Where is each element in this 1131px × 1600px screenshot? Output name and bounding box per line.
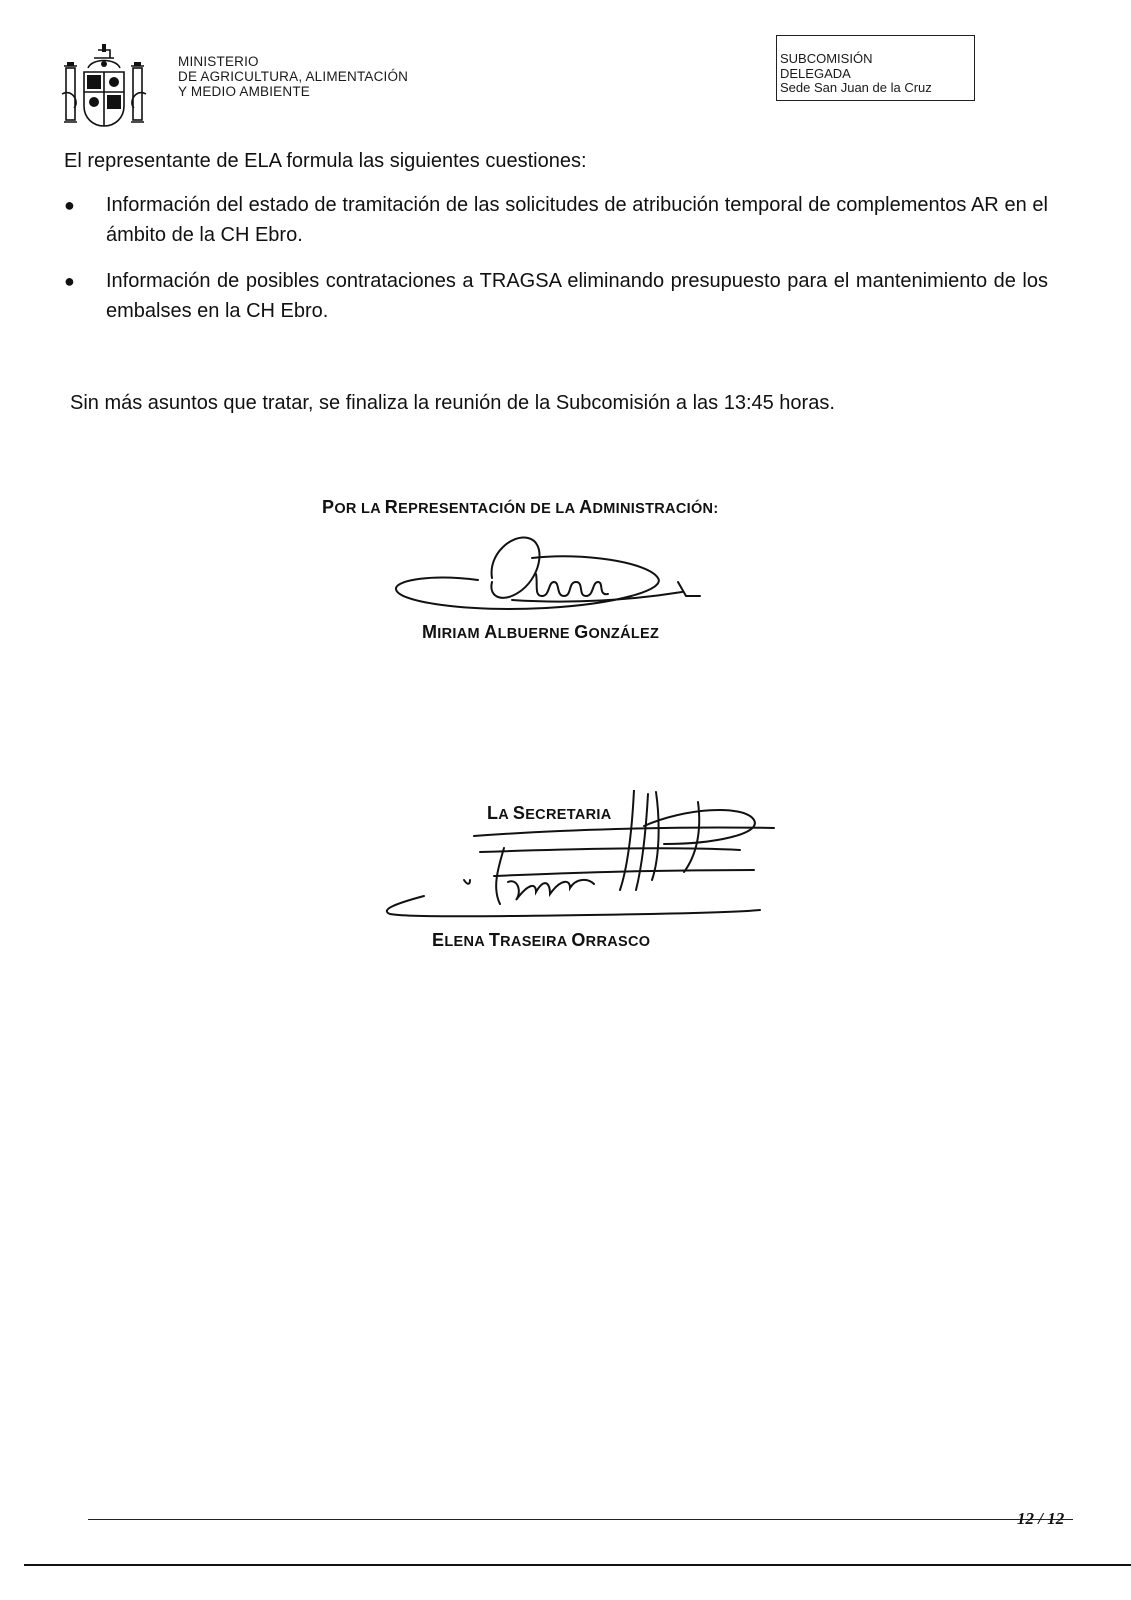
closing-paragraph: Sin más asuntos que tratar, se finaliza la reunión de la Subcomisión a las 13:45 horas. — [70, 392, 835, 414]
subcommission-stamp — [776, 35, 975, 101]
bullet-icon: ● — [64, 195, 75, 215]
signer-1-name: MIRIAM ALBUERNE GONZÁLEZ — [422, 622, 660, 642]
ministry-line-3: Y MEDIO AMBIENTE — [178, 84, 310, 99]
secretaria-label: LA SECRETARIA — [487, 803, 612, 823]
list-item-text: Información de posibles contrataciones a TRAGSA eliminando presupuesto para el mantenimiento de los embalses en la CH Ebro. — [106, 270, 1048, 322]
signature-1-icon — [392, 534, 714, 628]
ministry-name — [178, 54, 408, 99]
stamp-line-1: SUBCOMISIÓN — [780, 51, 873, 66]
signature-2-icon — [384, 790, 796, 942]
list-item-text: Información del estado de tramitación de las solicitudes de atribución temporal de complementos AR en el ámbito de la CH Ebro. — [106, 194, 1048, 246]
ministry-line-2: DE AGRICULTURA, ALIMENTACIÓN — [178, 69, 409, 84]
intro-paragraph: El representante de ELA formula las siguientes cuestiones: — [64, 150, 587, 172]
stamp-line-2: DELEGADA — [780, 65, 851, 81]
signer-2-name: ELENA TRASEIRA ORRASCO — [432, 930, 651, 950]
footer-divider — [88, 1519, 1073, 1520]
list-item — [64, 266, 1054, 336]
stamp-line-3: Sede San Juan de la Cruz — [780, 80, 932, 95]
ministry-line-1: MINISTERIO — [178, 54, 259, 69]
administration-label: POR LA REPRESENTACIÓN DE LA ADMINISTRACIÓN: — [322, 497, 719, 517]
scan-edge-line — [24, 1564, 1131, 1566]
list-item — [64, 190, 1054, 260]
page-number: 12 / 12 — [1017, 1509, 1065, 1528]
coat-of-arms-icon — [58, 42, 150, 134]
bullet-icon: ● — [64, 271, 75, 291]
